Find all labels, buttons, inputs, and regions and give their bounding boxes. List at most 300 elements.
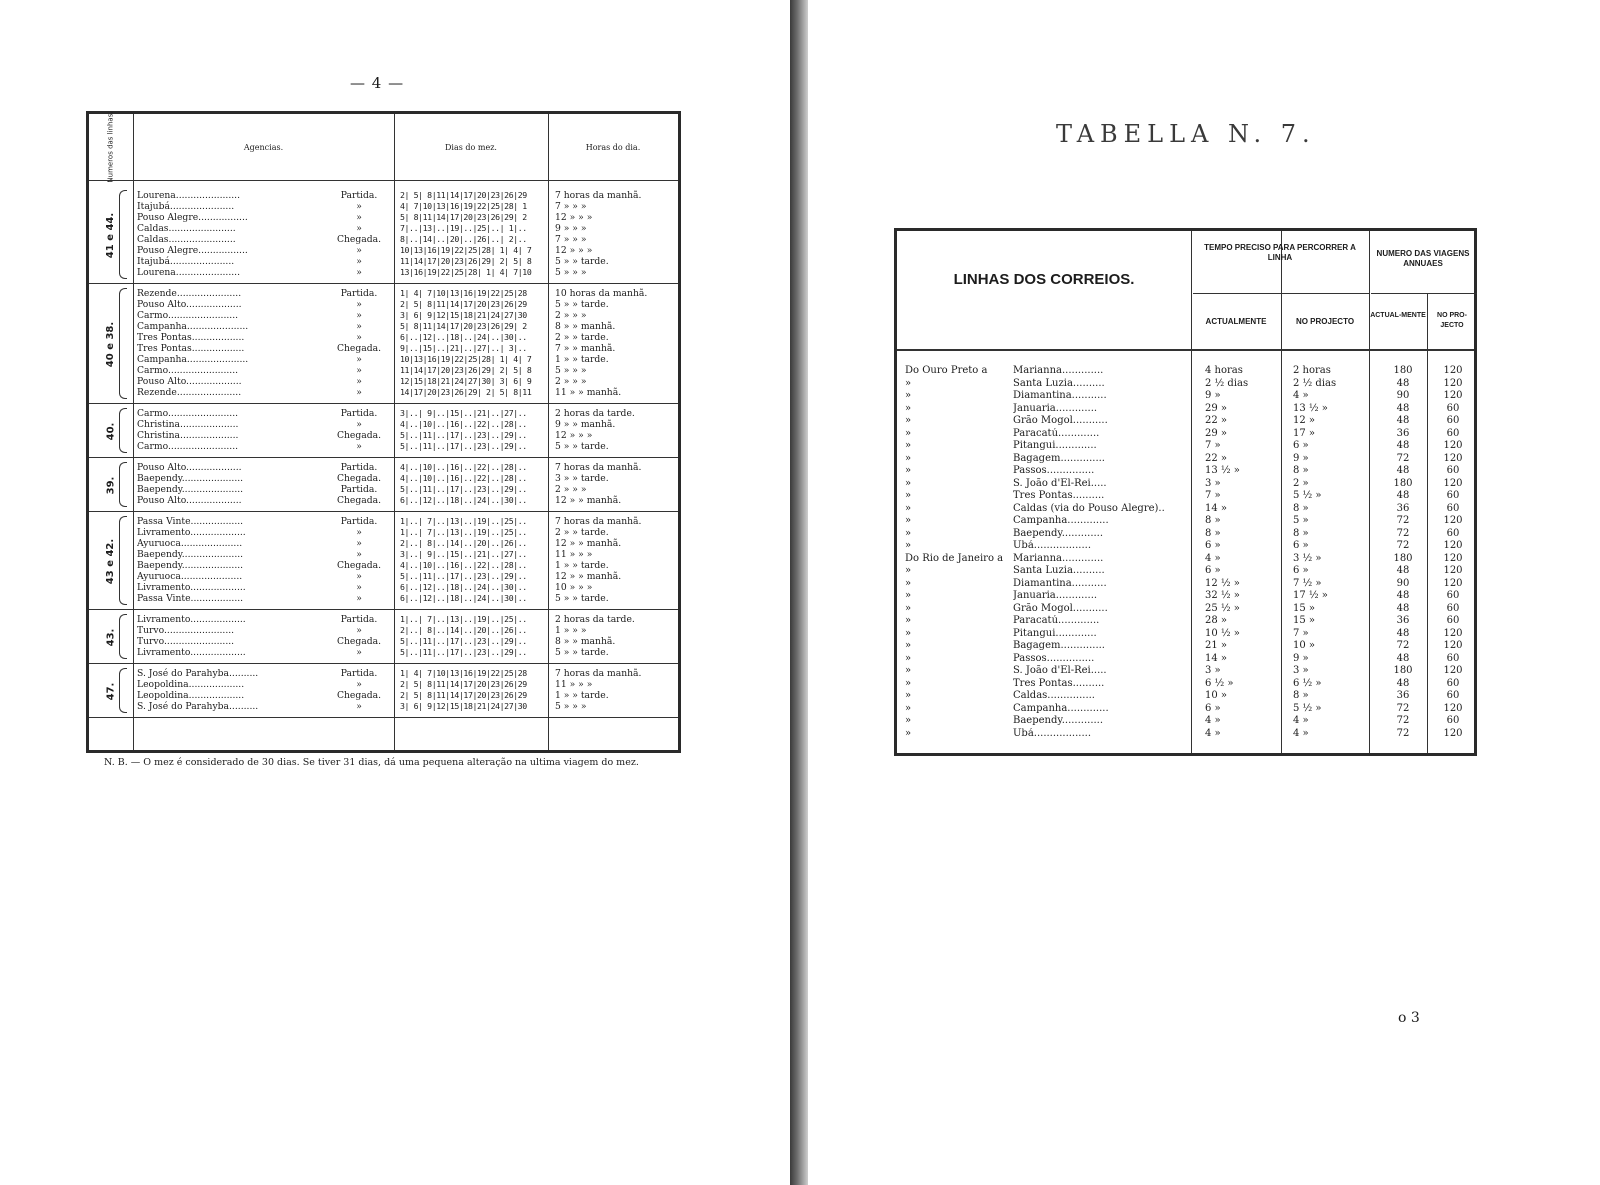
dias: 9|..|15|..|21|..|27|..| 3|.. [400, 343, 527, 353]
viagens-projecto: 60 [1446, 490, 1460, 501]
viagens-actual: 72 [1396, 727, 1410, 739]
viagens-projecto: 60 [1446, 590, 1460, 601]
postal-line-row [897, 465, 1474, 478]
tempo-actual: 21 » [1205, 640, 1228, 651]
tipo: Partida. [340, 614, 378, 625]
schedule-row [89, 430, 678, 441]
destino: Marianna............. [1013, 552, 1104, 564]
agencia: Livramento................... [137, 647, 246, 658]
tempo-projecto: 4 » [1293, 727, 1309, 739]
origem: » [905, 665, 912, 676]
agencia: Livramento................... [137, 614, 246, 625]
viagens-actual: 48 [1396, 565, 1410, 576]
tempo-projecto: 17 ½ » [1293, 590, 1328, 601]
destino: Ubá.................. [1013, 727, 1092, 739]
destino: Januaria............. [1013, 402, 1098, 414]
tempo-projecto: 12 » [1293, 415, 1316, 426]
origem: » [905, 452, 912, 464]
tempo-actual: 29 » [1205, 402, 1228, 414]
tempo-actual: 7 » [1205, 440, 1221, 451]
tipo: » [356, 212, 362, 223]
schedule-row [89, 549, 678, 560]
origem: » [905, 527, 912, 539]
tempo-projecto: 2 ½ dias [1293, 377, 1337, 389]
dias: 3|..| 9|..|15|..|21|..|27|.. [400, 408, 527, 418]
tempo-actual: 29 » [1205, 427, 1228, 439]
tipo: Partida. [340, 484, 378, 495]
horas: 1 » » tarde. [555, 354, 609, 365]
dias: 2|..| 8|..|14|..|20|..|26|.. [400, 625, 527, 635]
viagens-actual: 36 [1396, 427, 1410, 439]
schedule-row [89, 668, 678, 679]
horas: 10 horas da manhã. [555, 288, 648, 299]
line-number-label: 39. [105, 476, 117, 494]
origem: » [905, 502, 912, 514]
viagens-actual: 36 [1396, 502, 1410, 514]
viagens-projecto: 60 [1446, 602, 1460, 614]
tempo-projecto: 15 » [1293, 615, 1316, 626]
destino: Campanha............. [1013, 515, 1109, 526]
dias: 2| 5| 8|11|14|17|20|23|26|29 [400, 299, 527, 309]
tipo: Chegada. [336, 234, 382, 245]
origem: » [905, 615, 912, 626]
horas: 2 » » » [555, 310, 587, 321]
dias: 4|..|10|..|16|..|22|..|28|.. [400, 473, 527, 483]
viagens-projecto: 60 [1446, 615, 1460, 626]
origem: » [905, 727, 912, 739]
schedule-row [89, 462, 678, 473]
dias: 4|..|10|..|16|..|22|..|28|.. [400, 462, 527, 472]
header-no-pro: NO PRO-JECTO [1437, 312, 1467, 329]
viagens-projecto: 60 [1446, 502, 1460, 514]
viagens-actual: 180 [1393, 365, 1413, 376]
schedule-row [89, 256, 678, 267]
origem: » [905, 690, 912, 701]
schedule-row [89, 441, 678, 452]
tempo-actual: 9 » [1205, 390, 1221, 401]
agencia: Pouso Alegre................. [137, 212, 248, 223]
tipo: » [356, 419, 362, 430]
tipo: Chegada. [336, 690, 382, 701]
horas: 2 horas da tarde. [555, 614, 635, 625]
dias: 4|..|10|..|16|..|22|..|28|.. [400, 419, 527, 429]
postal-line-row [897, 478, 1474, 491]
agencia: Carmo........................ [137, 365, 239, 376]
viagens-actual: 48 [1396, 602, 1410, 614]
schedule-row [89, 614, 678, 625]
agencia: S. José do Parahyba.......... [137, 701, 259, 712]
viagens-projecto: 120 [1443, 477, 1463, 489]
tipo: » [356, 582, 362, 593]
tipo: » [356, 571, 362, 582]
viagens-projecto: 60 [1446, 690, 1460, 701]
viagens-projecto: 120 [1443, 565, 1463, 576]
dias: 3| 6| 9|12|15|18|21|24|27|30 [400, 310, 527, 320]
tipo: Chegada. [336, 560, 382, 571]
horas: 2 » » » [555, 484, 587, 495]
horas: 5 » » » [555, 365, 587, 376]
origem: » [905, 652, 912, 664]
tempo-projecto: 2 horas [1293, 365, 1331, 376]
agencia: Leopoldina................... [137, 679, 245, 690]
postal-line-row [897, 378, 1474, 391]
page-footer: o 3 [1398, 1010, 1420, 1026]
horas: 7 horas da manhã. [555, 516, 642, 527]
tipo: » [356, 256, 362, 267]
tempo-actual: 8 » [1205, 515, 1221, 526]
viagens-projecto: 120 [1443, 727, 1463, 739]
tempo-projecto: 8 » [1293, 527, 1309, 539]
schedule-row [89, 419, 678, 430]
tempo-actual: 7 » [1205, 490, 1221, 501]
viagens-projecto: 120 [1443, 440, 1463, 451]
postal-line-row [897, 615, 1474, 628]
agencia: Turvo........................ [137, 636, 235, 647]
destino: Pitangui............. [1013, 440, 1097, 451]
tempo-projecto: 9 » [1293, 452, 1309, 464]
tempo-projecto: 3 » [1293, 665, 1309, 676]
schedule-row [89, 647, 678, 658]
schedule-row [89, 408, 678, 419]
line-number-label: 43 e 42. [105, 538, 117, 584]
schedule-row [89, 636, 678, 647]
horas: 11 » » » [555, 679, 593, 690]
tempo-actual: 12 ½ » [1205, 577, 1240, 589]
tempo-projecto: 6 » [1293, 440, 1309, 451]
horas: 5 » » » [555, 267, 587, 278]
horas: 12 » » manhã. [555, 495, 622, 506]
header-no-projecto: NO PROJECTO [1295, 317, 1355, 326]
tempo-actual: 28 » [1205, 615, 1228, 626]
tempo-actual: 10 ½ » [1205, 627, 1240, 639]
tipo: » [356, 527, 362, 538]
origem: » [905, 677, 912, 689]
agencia: S. José do Parahyba.......... [137, 668, 259, 679]
schedule-row [89, 593, 678, 604]
tempo-actual: 2 ½ dias [1205, 377, 1249, 389]
viagens-projecto: 60 [1446, 427, 1460, 439]
tempo-projecto: 10 » [1293, 640, 1316, 651]
origem: » [905, 715, 912, 726]
line-group [89, 512, 678, 610]
destino: Diamantina........... [1013, 390, 1107, 401]
tipo: » [356, 245, 362, 256]
dias: 4|..|10|..|16|..|22|..|28|.. [400, 560, 527, 570]
dias: 7|..|13|..|19|..|25|..| 1|.. [400, 223, 527, 233]
schedule-row [89, 223, 678, 234]
header-numero-viagens: NUMERO DAS VIAGENS ANNUAES [1376, 249, 1470, 268]
destino: Santa Luzia.......... [1013, 565, 1105, 576]
schedule-table [86, 111, 681, 753]
postal-line-row [897, 528, 1474, 541]
tempo-projecto: 5 ½ » [1293, 702, 1322, 714]
tipo: Partida. [340, 462, 378, 473]
dias: 11|14|17|20|23|26|29| 2| 5| 8 [400, 365, 532, 375]
viagens-projecto: 120 [1443, 577, 1463, 589]
tipo: Partida. [340, 408, 378, 419]
postal-line-row [897, 515, 1474, 528]
tipo: » [356, 593, 362, 604]
tipo: Partida. [340, 190, 378, 201]
schedule-row [89, 288, 678, 299]
agencia: Itajubá...................... [137, 256, 235, 267]
schedule-row [89, 376, 678, 387]
tipo: Chegada. [336, 473, 382, 484]
tempo-actual: 6 » [1205, 565, 1221, 576]
origem: » [905, 390, 912, 401]
dias: 2| 5| 8|11|14|17|20|23|26|29 [400, 679, 527, 689]
horas: 1 » » tarde. [555, 690, 609, 701]
dias: 10|13|16|19|22|25|28| 1| 4| 7 [400, 354, 532, 364]
tempo-projecto: 4 » [1293, 390, 1309, 401]
viagens-actual: 180 [1393, 665, 1413, 676]
destino: Baependy............. [1013, 715, 1104, 726]
horas: 12 » » » [555, 245, 593, 256]
tipo: Chegada. [336, 636, 382, 647]
horas: 2 » » tarde. [555, 332, 609, 343]
viagens-projecto: 60 [1446, 652, 1460, 664]
horas: 11 » » manhã. [555, 387, 622, 398]
dias: 1|..| 7|..|13|..|19|..|25|.. [400, 527, 527, 537]
schedule-row [89, 190, 678, 201]
destino: Diamantina........... [1013, 577, 1107, 589]
viagens-actual: 48 [1396, 677, 1410, 689]
agencia: Caldas....................... [137, 223, 236, 234]
agencia: Livramento................... [137, 527, 246, 538]
tipo: Partida. [340, 288, 378, 299]
horas: 7 » » » [555, 234, 587, 245]
agencia: Pouso Alto................... [137, 376, 242, 387]
agencia: Carmo........................ [137, 310, 239, 321]
schedule-row [89, 560, 678, 571]
postal-line-row [897, 690, 1474, 703]
schedule-row [89, 212, 678, 223]
schedule-row [89, 310, 678, 321]
origem: » [905, 640, 912, 651]
tempo-projecto: 8 » [1293, 690, 1309, 701]
tempo-actual: 32 ½ » [1205, 590, 1240, 601]
agencia: Lourena...................... [137, 190, 241, 201]
schedule-row [89, 516, 678, 527]
destino: Tres Pontas.......... [1013, 490, 1105, 501]
horas: 11 » » » [555, 549, 593, 560]
viagens-actual: 36 [1396, 615, 1410, 626]
dias: 5| 8|11|14|17|20|23|26|29| 2 [400, 321, 527, 331]
destino: Passos............... [1013, 652, 1095, 664]
tempo-actual: 14 » [1205, 502, 1228, 514]
destino: Santa Luzia.......... [1013, 377, 1105, 389]
postal-line-row [897, 365, 1474, 378]
tipo: » [356, 321, 362, 332]
tempo-actual: 6 ½ » [1205, 677, 1234, 689]
viagens-actual: 48 [1396, 627, 1410, 639]
destino: Paracatú............. [1013, 427, 1100, 439]
line-group [89, 186, 678, 284]
postal-line-row [897, 665, 1474, 678]
viagens-projecto: 120 [1443, 390, 1463, 401]
tipo: » [356, 441, 362, 452]
line-number-label: 43. [105, 628, 117, 646]
agencia: Leopoldina................... [137, 690, 245, 701]
dias: 6|..|12|..|18|..|24|..|30|.. [400, 495, 527, 505]
agencia: Campanha..................... [137, 354, 249, 365]
schedule-row [89, 538, 678, 549]
destino: Januaria............. [1013, 590, 1098, 601]
dias: 6|..|12|..|18|..|24|..|30|.. [400, 332, 527, 342]
horas: 5 » » tarde. [555, 299, 609, 310]
viagens-actual: 72 [1396, 540, 1410, 551]
horas: 3 » » tarde. [555, 473, 609, 484]
tipo: Chegada. [336, 495, 382, 506]
viagens-actual: 180 [1393, 552, 1413, 564]
tempo-projecto: 13 ½ » [1293, 402, 1328, 414]
right-page [808, 0, 1600, 1185]
schedule-row [89, 245, 678, 256]
postal-line-row [897, 415, 1474, 428]
dias: 5|..|11|..|17|..|23|..|29|.. [400, 647, 527, 657]
postal-line-row [897, 703, 1474, 716]
dias: 2| 5| 8|11|14|17|20|23|26|29 [400, 690, 527, 700]
agencia: Baependy..................... [137, 484, 244, 495]
horas: 7 » » manhã. [555, 343, 616, 354]
origem: » [905, 377, 912, 389]
horas: 12 » » » [555, 430, 593, 441]
postal-line-row [897, 453, 1474, 466]
origem: » [905, 565, 912, 576]
tempo-actual: 10 » [1205, 690, 1228, 701]
agencia: Tres Pontas.................. [137, 332, 245, 343]
horas: 2 horas da tarde. [555, 408, 635, 419]
postal-line-row [897, 578, 1474, 591]
origem: » [905, 590, 912, 601]
horas: 9 » » manhã. [555, 419, 616, 430]
origem: » [905, 515, 912, 526]
postal-line-row [897, 440, 1474, 453]
tipo: » [356, 310, 362, 321]
header-linhas: LINHAS DOS CORREIOS. [953, 271, 1135, 288]
horas: 5 » » tarde. [555, 647, 609, 658]
tipo: » [356, 299, 362, 310]
destino: Grão Mogol........... [1013, 415, 1108, 426]
viagens-projecto: 60 [1446, 402, 1460, 414]
postal-line-row [897, 390, 1474, 403]
viagens-actual: 48 [1396, 490, 1410, 501]
origem: » [905, 577, 912, 589]
viagens-actual: 48 [1396, 440, 1410, 451]
tempo-projecto: 2 » [1293, 477, 1309, 489]
destino: Baependy............. [1013, 527, 1104, 539]
tipo: » [356, 679, 362, 690]
postal-line-row [897, 628, 1474, 641]
postal-line-row [897, 503, 1474, 516]
destino: Marianna............. [1013, 365, 1104, 376]
schedule-row [89, 299, 678, 310]
dias: 2|..| 8|..|14|..|20|..|26|.. [400, 538, 527, 548]
destino: S. João d'El-Rei..... [1013, 665, 1107, 676]
agencia: Ayuruoca..................... [137, 538, 243, 549]
schedule-row [89, 332, 678, 343]
postal-line-row [897, 640, 1474, 653]
schedule-row [89, 582, 678, 593]
tempo-projecto: 5 » [1293, 515, 1309, 526]
origem: » [905, 402, 912, 414]
schedule-row [89, 571, 678, 582]
tempo-projecto: 6 » [1293, 540, 1309, 551]
dias: 1| 4| 7|10|13|16|19|22|25|28 [400, 668, 527, 678]
viagens-projecto: 60 [1446, 527, 1460, 539]
tempo-projecto: 6 » [1293, 565, 1309, 576]
viagens-projecto: 120 [1443, 540, 1463, 551]
viagens-projecto: 60 [1446, 715, 1460, 726]
tempo-actual: 4 » [1205, 552, 1221, 564]
origem: » [905, 490, 912, 501]
origem: » [905, 427, 912, 439]
viagens-actual: 72 [1396, 515, 1410, 526]
postal-line-row [897, 403, 1474, 416]
viagens-projecto: 120 [1443, 640, 1463, 651]
agencia: Livramento................... [137, 582, 246, 593]
dias: 5|..|11|..|17|..|23|..|29|.. [400, 636, 527, 646]
tipo: Chegada. [336, 343, 382, 354]
tipo: Chegada. [336, 430, 382, 441]
horas: 8 » » manhã. [555, 321, 616, 332]
origem: » [905, 540, 912, 551]
schedule-row [89, 387, 678, 398]
viagens-actual: 72 [1396, 715, 1410, 726]
tipo: Partida. [340, 668, 378, 679]
line-group [89, 404, 678, 458]
schedule-row [89, 234, 678, 245]
line-group [89, 610, 678, 664]
agencia: Campanha..................... [137, 321, 249, 332]
origem: » [905, 702, 912, 714]
agencia: Ayuruoca..................... [137, 571, 243, 582]
tempo-projecto: 17 » [1293, 427, 1316, 439]
horas: 7 horas da manhã. [555, 462, 642, 473]
viagens-actual: 72 [1396, 527, 1410, 539]
destino: Grão Mogol........... [1013, 602, 1108, 614]
destino: Passos............... [1013, 465, 1095, 476]
agencia: Lourena...................... [137, 267, 241, 278]
page-number: — 4 — [350, 74, 405, 92]
dias: 11|14|17|20|23|26|29| 2| 5| 8 [400, 256, 532, 266]
tempo-projecto: 7 » [1293, 627, 1309, 639]
agencia: Pouso Alto................... [137, 462, 242, 473]
agencia: Turvo........................ [137, 625, 235, 636]
origem: » [905, 602, 912, 614]
tempo-projecto: 3 ½ » [1293, 552, 1322, 564]
horas: 7 horas da manhã. [555, 668, 642, 679]
horas: 5 » » tarde. [555, 441, 609, 452]
origem: » [905, 477, 912, 489]
dias: 4| 7|10|13|16|19|22|25|28| 1 [400, 201, 527, 211]
tipo: » [356, 365, 362, 376]
agencia: Pouso Alto................... [137, 495, 242, 506]
horas: 10 » » » [555, 582, 593, 593]
tempo-projecto: 7 ½ » [1293, 577, 1322, 589]
destino: S. João d'El-Rei..... [1013, 477, 1107, 489]
line-number-label: 47. [105, 682, 117, 700]
line-number-label: 40. [105, 422, 117, 440]
postal-line-row [897, 715, 1474, 728]
tempo-projecto: 4 » [1293, 715, 1309, 726]
horas: 12 » » » [555, 212, 593, 223]
tempo-projecto: 15 » [1293, 602, 1316, 614]
viagens-actual: 72 [1396, 702, 1410, 714]
destino: Caldas (via do Pouso Alegre).. [1013, 502, 1165, 514]
tempo-actual: 4 horas [1205, 365, 1243, 376]
dias: 5|..|11|..|17|..|23|..|29|.. [400, 441, 527, 451]
